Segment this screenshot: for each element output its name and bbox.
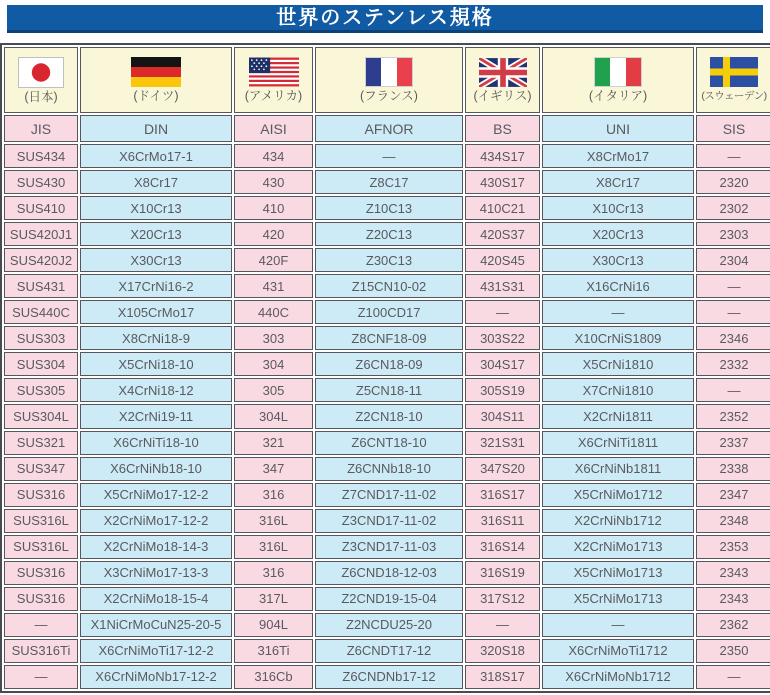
cell: 320S18 (465, 639, 540, 663)
cell: 2348 (696, 509, 770, 533)
table-row (4, 222, 770, 246)
cell: Z6CNT18-10 (315, 431, 463, 455)
table-row (4, 352, 770, 376)
cell: X2CrNiMo1713 (542, 535, 694, 559)
cell: X8Cr17 (542, 170, 694, 194)
page-title: 世界のステンレス規格 (7, 5, 763, 33)
cell: SUS316 (4, 587, 78, 611)
cell: 316S11 (465, 509, 540, 533)
cell: 2304 (696, 248, 770, 272)
cell: 303S22 (465, 326, 540, 350)
cell: SUS304 (4, 352, 78, 376)
cell: 2343 (696, 587, 770, 611)
cell: X10Cr13 (80, 196, 232, 220)
cell: 347S20 (465, 457, 540, 481)
cell: 2302 (696, 196, 770, 220)
cell: 2338 (696, 457, 770, 481)
cell: SUS430 (4, 170, 78, 194)
standard-header-sis: SIS (696, 115, 770, 142)
standard-header-bs: BS (465, 115, 540, 142)
cell: X6CrNiTi1811 (542, 431, 694, 455)
country-label: (日本) (24, 89, 58, 104)
cell: Z7CND17-11-02 (315, 483, 463, 507)
cell: 2346 (696, 326, 770, 350)
cell: X105CrMo17 (80, 300, 232, 324)
cell: 904L (234, 613, 313, 637)
cell: ― (465, 300, 540, 324)
header-sweden (696, 47, 770, 113)
table-row (4, 613, 770, 637)
table-row (4, 457, 770, 481)
cell: 410 (234, 196, 313, 220)
table-row (4, 326, 770, 350)
cell: X6CrNiTi18-10 (80, 431, 232, 455)
cell: X8CrMo17 (542, 144, 694, 168)
cell: 304S11 (465, 404, 540, 428)
cell: Z30C13 (315, 248, 463, 272)
cell: ― (4, 665, 78, 689)
flag-header-row (4, 47, 770, 113)
cell: 434 (234, 144, 313, 168)
cell: Z8CNF18-09 (315, 326, 463, 350)
cell: X2CrNiNb1712 (542, 509, 694, 533)
cell: 2320 (696, 170, 770, 194)
cell: X2CrNiMo18-14-3 (80, 535, 232, 559)
cell: 316L (234, 509, 313, 533)
cell: X6CrNiMoTi1712 (542, 639, 694, 663)
cell: X30Cr13 (80, 248, 232, 272)
cell: SUS305 (4, 378, 78, 402)
cell: 2350 (696, 639, 770, 663)
cell: 430 (234, 170, 313, 194)
cell: 317L (234, 587, 313, 611)
table-row (4, 535, 770, 559)
cell: SUS420J2 (4, 248, 78, 272)
cell: 431S31 (465, 274, 540, 298)
cell: X20Cr13 (80, 222, 232, 246)
table-row (4, 509, 770, 533)
country-label: (スウェーデン) (701, 90, 767, 102)
cell: X10Cr13 (542, 196, 694, 220)
cell: X8Cr17 (80, 170, 232, 194)
table-row (4, 196, 770, 220)
cell: 2337 (696, 431, 770, 455)
cell: ― (696, 300, 770, 324)
cell: X20Cr13 (542, 222, 694, 246)
cell: Z3CND17-11-03 (315, 535, 463, 559)
cell: X1NiCrMoCuN25-20-5 (80, 613, 232, 637)
cell: 2303 (696, 222, 770, 246)
cell: 2353 (696, 535, 770, 559)
cell: 2347 (696, 483, 770, 507)
cell: 304L (234, 404, 313, 428)
cell: ― (696, 378, 770, 402)
standard-header-aisi: AISI (234, 115, 313, 142)
cell: 420 (234, 222, 313, 246)
cell: 316Ti (234, 639, 313, 663)
country-label: (フランス) (360, 89, 418, 103)
cell: Z15CN10-02 (315, 274, 463, 298)
cell: X8CrNi18-9 (80, 326, 232, 350)
cell: X16CrNi16 (542, 274, 694, 298)
cell: 430S17 (465, 170, 540, 194)
cell: 431 (234, 274, 313, 298)
cell: X5CrNiMo17-12-2 (80, 483, 232, 507)
cell: 410C21 (465, 196, 540, 220)
cell: 420S37 (465, 222, 540, 246)
cell: Z3CND17-11-02 (315, 509, 463, 533)
standard-header-afnor: AFNOR (315, 115, 463, 142)
cell: Z6CNDT17-12 (315, 639, 463, 663)
cell: 305 (234, 378, 313, 402)
cell: X10CrNiS1809 (542, 326, 694, 350)
cell: ― (696, 274, 770, 298)
cell: ― (696, 144, 770, 168)
country-label: (イギリス) (473, 88, 532, 103)
cell: 2362 (696, 613, 770, 637)
cell: X4CrNi18-12 (80, 378, 232, 402)
cell: SUS303 (4, 326, 78, 350)
header-japan (4, 47, 78, 113)
cell: 440C (234, 300, 313, 324)
cell: SUS316 (4, 561, 78, 585)
sweden-flag-icon (710, 57, 758, 87)
standard-header-jis: JIS (4, 115, 78, 142)
cell: X30Cr13 (542, 248, 694, 272)
header-france (315, 47, 463, 113)
cell: Z2CN18-10 (315, 404, 463, 428)
cell: SUS321 (4, 431, 78, 455)
cell: 321 (234, 431, 313, 455)
table-row (4, 404, 770, 428)
france-flag-icon (365, 57, 413, 87)
cell: 434S17 (465, 144, 540, 168)
cell: 304S17 (465, 352, 540, 376)
cell: 2343 (696, 561, 770, 585)
table-row (4, 639, 770, 663)
cell: 316L (234, 535, 313, 559)
header-usa (234, 47, 313, 113)
cell: X6CrNiMoTi17-12-2 (80, 639, 232, 663)
cell: 321S31 (465, 431, 540, 455)
cell: ― (542, 613, 694, 637)
standard-header-din: DIN (80, 115, 232, 142)
table-row (4, 170, 770, 194)
cell: X6CrNiMoNb17-12-2 (80, 665, 232, 689)
cell: SUS431 (4, 274, 78, 298)
cell: SUS347 (4, 457, 78, 481)
cell: 316 (234, 483, 313, 507)
cell: SUS304L (4, 404, 78, 428)
cell: X2CrNi19-11 (80, 404, 232, 428)
cell: X5CrNi18-10 (80, 352, 232, 376)
table-row (4, 378, 770, 402)
cell: Z20C13 (315, 222, 463, 246)
uk-flag-icon (479, 58, 527, 87)
cell: X5CrNiMo1713 (542, 587, 694, 611)
cell: Z6CNNb18-10 (315, 457, 463, 481)
cell: 305S19 (465, 378, 540, 402)
cell: Z2CND19-15-04 (315, 587, 463, 611)
cell: 316 (234, 561, 313, 585)
cell: Z2NCDU25-20 (315, 613, 463, 637)
cell: SUS316L (4, 509, 78, 533)
table-row (4, 274, 770, 298)
cell: 420F (234, 248, 313, 272)
cell: 304 (234, 352, 313, 376)
cell: X5CrNiMo1712 (542, 483, 694, 507)
cell: Z5CN18-11 (315, 378, 463, 402)
italy-flag-icon (594, 57, 642, 87)
cell: Z100CD17 (315, 300, 463, 324)
cell: SUS434 (4, 144, 78, 168)
cell: X6CrMo17-1 (80, 144, 232, 168)
germany-flag-icon (131, 57, 181, 87)
cell: ― (542, 300, 694, 324)
cell: X17CrNi16-2 (80, 274, 232, 298)
cell: ― (465, 613, 540, 637)
cell: X7CrNi1810 (542, 378, 694, 402)
standard-header-uni: UNI (542, 115, 694, 142)
country-label: (ドイツ) (133, 89, 179, 103)
usa-flag-icon (249, 57, 299, 87)
header-italy (542, 47, 694, 113)
cell: X2CrNi1811 (542, 404, 694, 428)
cell: 316S19 (465, 561, 540, 585)
cell: 318S17 (465, 665, 540, 689)
cell: ― (315, 144, 463, 168)
table-row (4, 431, 770, 455)
standards-table (0, 43, 770, 693)
header-germany (80, 47, 232, 113)
cell: X2CrNiMo17-12-2 (80, 509, 232, 533)
country-label: (アメリカ) (244, 89, 303, 103)
cell: SUS316Ti (4, 639, 78, 663)
table-row (4, 665, 770, 689)
country-label: (イタリア) (588, 89, 648, 103)
table-row (4, 561, 770, 585)
cell: ― (696, 665, 770, 689)
cell: 316S17 (465, 483, 540, 507)
cell: SUS316L (4, 535, 78, 559)
cell: X3CrNiMo17-13-3 (80, 561, 232, 585)
cell: Z6CN18-09 (315, 352, 463, 376)
table-row (4, 144, 770, 168)
cell: 420S45 (465, 248, 540, 272)
header-uk (465, 47, 540, 113)
cell: X2CrNiMo18-15-4 (80, 587, 232, 611)
table-body (4, 144, 770, 689)
cell: Z6CND18-12-03 (315, 561, 463, 585)
japan-flag-icon (18, 57, 64, 88)
cell: 316Cb (234, 665, 313, 689)
cell: ― (4, 613, 78, 637)
table-row (4, 248, 770, 272)
table-row (4, 300, 770, 324)
standard-header-row (4, 115, 770, 142)
cell: Z6CNDNb17-12 (315, 665, 463, 689)
cell: Z8C17 (315, 170, 463, 194)
cell: X6CrNiNb18-10 (80, 457, 232, 481)
cell: 347 (234, 457, 313, 481)
cell: X5CrNiMo1713 (542, 561, 694, 585)
cell: 317S12 (465, 587, 540, 611)
cell: 316S14 (465, 535, 540, 559)
cell: 2332 (696, 352, 770, 376)
cell: SUS440C (4, 300, 78, 324)
cell: 2352 (696, 404, 770, 428)
cell: SUS420J1 (4, 222, 78, 246)
cell: X5CrNi1810 (542, 352, 694, 376)
cell: SUS410 (4, 196, 78, 220)
cell: 303 (234, 326, 313, 350)
cell: Z10C13 (315, 196, 463, 220)
table-row (4, 587, 770, 611)
cell: X6CrNiMoNb1712 (542, 665, 694, 689)
table-row (4, 483, 770, 507)
cell: SUS316 (4, 483, 78, 507)
cell: X6CrNiNb1811 (542, 457, 694, 481)
